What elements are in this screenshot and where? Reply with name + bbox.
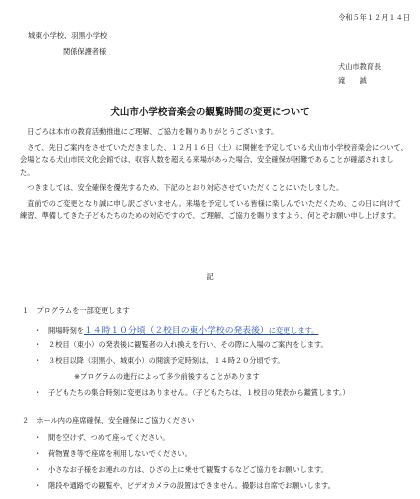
recipient-schools: 城東小学校、羽黒小学校 [28, 31, 108, 40]
body-paragraph-2: さて、先日ご案内をさせていただきました、１２月１６日（土）に開催を予定している犬山市小学校音楽会について、会場となる犬山市民文化会館では、収容人数を超える来場があった場合、安全確保が困難であることが確認されました。 [20, 143, 408, 177]
section-1-item-1: ・ 開場時刻を１４時１０分頃（２校目の東小学校の発表後）に変更します。 [34, 326, 319, 336]
section-2-item-4: ・ 階段や通路での観覧や、ビデオカメラの設置はできません。撮影は自席でお願いします。 [34, 481, 335, 490]
sender-title: 犬山市教育長 [338, 62, 382, 71]
body-paragraph-3: つきましては、安全確保を優先するため、下記のとおり対応させていただくことにいたしました。 [27, 183, 344, 192]
section-2-heading: ２ ホール内の座席確保、安全確保にご協力ください [22, 416, 195, 425]
bullet: ・ [34, 388, 42, 397]
bullet: ・ [34, 356, 42, 365]
bullet: ・ [34, 449, 42, 458]
bullet: ・ [34, 433, 42, 442]
highlight-open-time: １４時１０分頃（２校目の東小学校の発表後） [83, 326, 269, 336]
bullet: ・ [34, 465, 42, 474]
section-1-item-3: ・ ３校目以降（羽黒小、城東小）の開演予定時刻は、１４時２０分頃です。 [34, 356, 285, 365]
bullet: ・ [34, 340, 42, 349]
bullet: ・ [34, 326, 42, 335]
section-2-item-3: ・ 小さなお子様をお連れの方は、ひざの上に乗せて観覧するなどご協力をお願いします。 [34, 465, 328, 474]
document-date: 令和５年１２月１４日 [338, 13, 410, 22]
recipient-guardians: 関係保護者様 [63, 47, 107, 56]
section-1-item-4: ・ 子どもたちの集合時刻に変更はありません。（子どもたちは、１校目の発表から鑑賞します。） [34, 388, 350, 397]
section-2-item-1: ・ 間を空けず、つめて座ってください。 [34, 433, 170, 442]
section-1-note: ※プログラムの進行によって多少前後することがあります [74, 372, 260, 381]
section-2-item-2: ・ 荷物置き等で座席を利用しないでください。 [34, 449, 192, 458]
section-1-item-2: ・ ２校目（東小）の発表後に観覧者の入れ換えを行い、その際に入場のご案内をします。 [34, 340, 328, 349]
document-title: 犬山市小学校音楽会の観覧時間の変更について [110, 107, 310, 118]
bullet: ・ [34, 481, 42, 490]
section-1-heading: １ プログラムを一部変更します [22, 306, 130, 315]
ki-heading: 記 [206, 272, 214, 281]
body-paragraph-4: 直前でのご変更となり誠に申し訳ございません。来場を予定している皆様に楽しんでいただくため、この日に向けて練習、準備してきた子どもたちのための対応ですので、ご理解、ご協力を賜りますよう、何とぞお願い申し上げます。 [20, 199, 402, 221]
sender-name: 滝 誠 [338, 76, 367, 85]
body-paragraph-1: 日ごろは本市の教育活動推進にご理解、ご協力を賜りありがとうございます。 [27, 127, 279, 136]
